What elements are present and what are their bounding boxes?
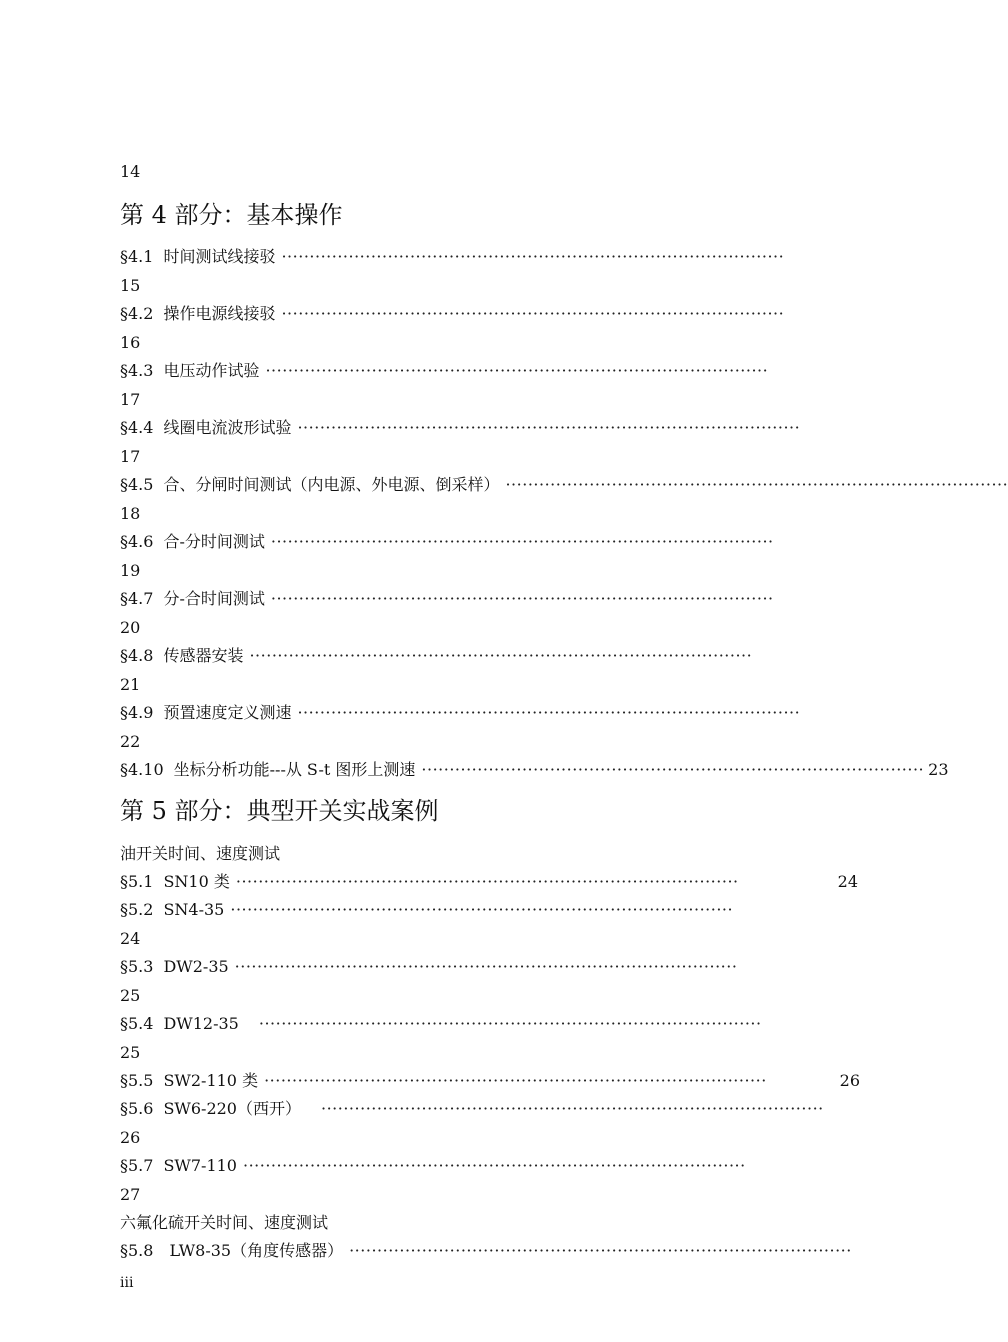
toc-page-number: 20 [120, 618, 141, 637]
toc-title: 预置速度定义测速 [163, 703, 292, 722]
toc-leader-dots: ·························································································· [235, 872, 739, 891]
toc-page-number: 19 [120, 561, 141, 580]
toc-leader-dots: ·························································································· [270, 589, 774, 608]
toc-title: SW2-110 类 [163, 1071, 259, 1090]
toc-entry [120, 1156, 860, 1176]
toc-section-number: §4.2 [120, 304, 154, 323]
toc-section-number: §5.8 [120, 1241, 154, 1260]
toc-entry [120, 589, 860, 609]
toc-section-number: §4.6 [120, 532, 154, 551]
toc-leader-dots: ·························································································· [421, 760, 925, 779]
toc-leader-dots: ·························································································· [230, 900, 734, 919]
toc-entry [120, 1099, 870, 1119]
toc-title: 合-分时间测试 [163, 532, 265, 551]
toc-title: 分-合时间测试 [163, 589, 265, 608]
toc-entry [120, 361, 860, 381]
subsection-title: 六氟化硫开关时间、速度测试 [120, 1213, 329, 1232]
toc-leader-dots: ·························································································· [249, 646, 753, 665]
toc-section-number: §5.6 [120, 1099, 154, 1118]
toc-entry [120, 247, 860, 267]
toc-page-number: 25 [120, 1043, 141, 1062]
toc-page-number: 25 [120, 986, 141, 1005]
toc-page-number: 21 [120, 675, 141, 694]
toc-title: SN10 类 [163, 872, 230, 891]
toc-section-number: §5.4 [120, 1014, 154, 1033]
toc-entry [120, 646, 860, 666]
toc-entry [120, 1014, 860, 1034]
footer-page-number: iii [120, 1275, 134, 1291]
toc-leader-dots: ·························································································· [258, 1014, 762, 1033]
toc-leader-dots: ·························································································· [234, 957, 738, 976]
toc-entry [120, 957, 860, 977]
toc-title: SW6-220（西开） [163, 1099, 301, 1118]
toc-title: SW7-110 [163, 1156, 237, 1175]
toc-page-number: 24 [120, 929, 141, 948]
toc-title: DW2-35 [163, 957, 229, 976]
toc-leader-dots: ·························································································· [321, 1099, 824, 1118]
toc-section-number: §4.7 [120, 589, 154, 608]
toc-leader-dots: ·························································································· [281, 247, 785, 266]
subsection-title: 油开关时间、速度测试 [120, 844, 281, 863]
toc-section-number: §4.8 [120, 646, 154, 665]
toc-section-number: §4.3 [120, 361, 154, 380]
toc-page-number: 17 [120, 447, 141, 466]
toc-page-number: 26 [120, 1128, 141, 1147]
toc-title: 操作电源线接驳 [163, 304, 276, 323]
toc-entry [120, 872, 858, 892]
toc-title: LW8-35（角度传感器） [169, 1241, 344, 1260]
toc-entry [120, 900, 860, 920]
toc-leader-dots: ·························································································· [281, 304, 785, 323]
toc-leader-dots: ·························································································· [270, 532, 774, 551]
wrapped-page-number: 14 [120, 162, 141, 181]
toc-section-number: §5.1 [120, 872, 154, 891]
toc-title: 时间测试线接驳 [163, 247, 276, 266]
part4-heading: 第 4 部分：基本操作 [120, 201, 343, 229]
part5-heading: 第 5 部分：典型开关实战案例 [120, 797, 439, 825]
toc-page-number: 27 [120, 1185, 141, 1204]
toc-section-number: §4.10 [120, 760, 164, 779]
toc-entry [120, 760, 949, 780]
toc-page-number: 23 [928, 760, 949, 779]
toc-page-number: 18 [120, 504, 141, 523]
toc-leader-dots: ·························································································· [297, 418, 801, 437]
toc-leader-dots: ·························································································· [349, 1241, 852, 1260]
toc-title: SN4-35 [163, 900, 225, 919]
toc-title: 电压动作试验 [163, 361, 260, 380]
toc-title: 合、分闸时间测试（内电源、外电源、倒采样） [163, 475, 500, 494]
toc-section-number: §4.1 [120, 247, 154, 266]
toc-page-number: 24 [837, 872, 858, 891]
toc-entry [120, 475, 1008, 495]
toc-entry [120, 418, 860, 438]
toc-leader-dots: ·························································································· [505, 475, 1008, 494]
toc-section-number: §5.5 [120, 1071, 154, 1090]
toc-title: DW12-35 [163, 1014, 239, 1033]
toc-section-number: §4.4 [120, 418, 154, 437]
toc-page-number: 17 [120, 390, 141, 409]
toc-page-number: 22 [120, 732, 141, 751]
toc-section-number: §4.5 [120, 475, 154, 494]
toc-section-number: §4.9 [120, 703, 154, 722]
toc-leader-dots: ·························································································· [242, 1156, 746, 1175]
toc-entry [120, 304, 860, 324]
toc-page-number: 15 [120, 276, 141, 295]
toc-entry [120, 1071, 860, 1091]
toc-section-number: §5.7 [120, 1156, 154, 1175]
toc-leader-dots: ·························································································· [264, 1071, 767, 1090]
toc-entry [120, 703, 860, 723]
toc-entry [120, 532, 860, 552]
toc-section-number: §5.3 [120, 957, 154, 976]
toc-page-number: 26 [839, 1071, 860, 1090]
toc-page-number: 16 [120, 333, 141, 352]
toc-entry [120, 1241, 860, 1261]
toc-title: 线圈电流波形试验 [163, 418, 292, 437]
toc-leader-dots: ·························································································· [297, 703, 801, 722]
toc-title: 坐标分析功能---从 S-t 图形上测速 [173, 760, 416, 779]
toc-section-number: §5.2 [120, 900, 154, 919]
toc-title: 传感器安装 [163, 646, 244, 665]
toc-leader-dots: ·························································································· [265, 361, 769, 380]
